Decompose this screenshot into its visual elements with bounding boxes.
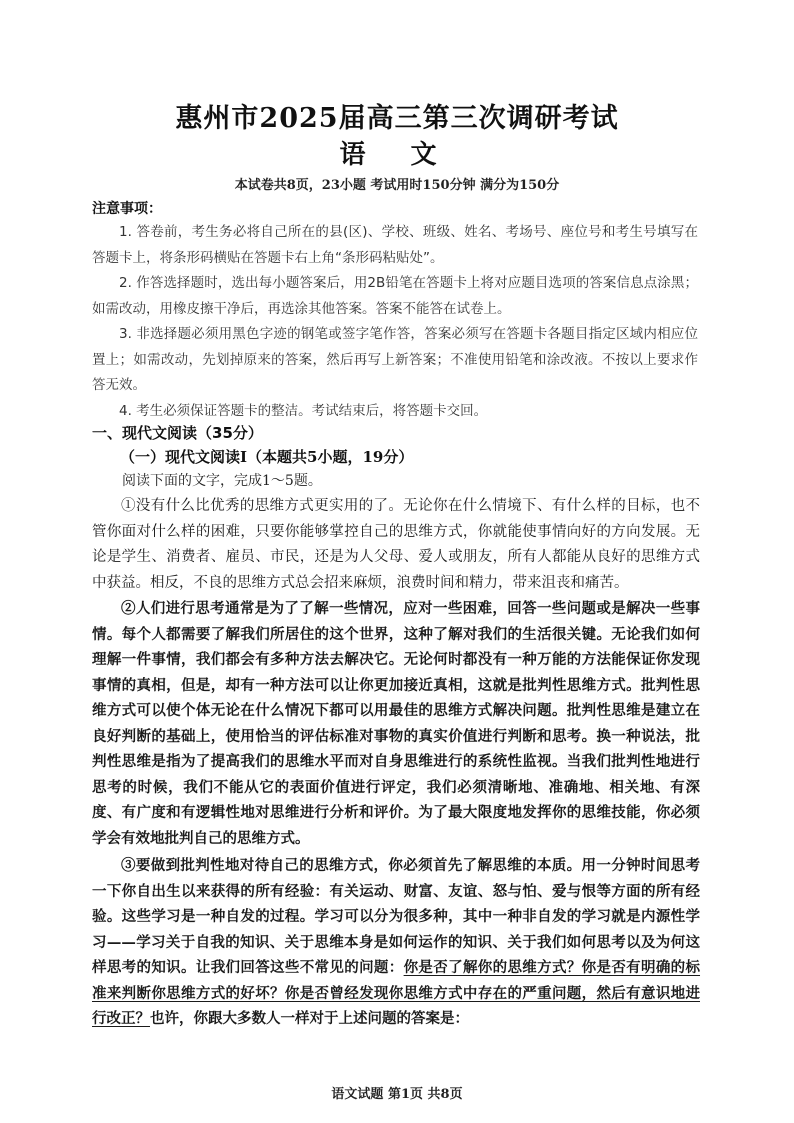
passage-paragraph-2: ②人们进行思考通常是为了了解一些情况，应对一些困难，回答一些问题或是解决一些事情。每个人都需要了解我们所居住的这个世界，这种了解对我们的生活很关键。无论我们如何理解一件事情，我们都会有多种方法去解决它。无论何时都没有一种万能的方法能保证你发现事情的真相，但是，却有一种方法可以让你更加接近真相，这就是批判性思维方式。批判性思维方式可以使个体无论在什么情况下都可以用最佳的思维方式解决问题。批判性思维是建立在良好判断的基础上，使用恰当的评估标准对事物的真实价值进行判断和思考。换一种说法，批判性思维是指为了提高我们的思维水平而对自身思维进行的系统性监视。当我们批判性地进行思考的时候，我们不能从它的表面价值进行评定，我们必须清晰地、准确地、相关地、有深度、有广度和有逻辑性地对思维进行分析和评价。为了最大限度地发挥你的思维技能，你必须学会有效地批判自己的思维方式。 — [92, 600, 700, 847]
notes-item: 1. 答卷前，考生务必将自己所在的县(区)、学校、班级、姓名、考场号、座位号和考生号填写在答题卡上，将条形码横贴在答题卡右上角“条形码粘贴处”。 — [92, 224, 698, 266]
notes-list — [92, 220, 698, 424]
passage-paragraph-1: ①没有什么比优秀的思维方式更实用的了。无论你在什么情境下、有什么样的目标，也不管你面对什么样的困难，只要你能够掌控自己的思维方式，你就能使事情向好的方向发展。无论是学生、消费者、雇员、市民，还是为人父母、爱人或朋友，所有人都能从良好的思维方式中获益。相反，不良的思维方式总会招来麻烦，浪费时间和精力，带来沮丧和痛苦。 — [92, 498, 700, 591]
notes-heading: 注意事项： — [92, 201, 162, 217]
reading-passage — [92, 494, 700, 1032]
underlined-questions: 你是否了解你的思维方式？你是否有明确的标准来判断你思维方式的好坏？你是否曾经发现你思维方式中存在的严重问题，然后有意识地进行改正？ — [92, 959, 701, 1027]
exam-title: 惠州市2025届高三第三次调研考试 — [175, 103, 619, 134]
paragraph-3-tail: 也许，你跟大多数人一样对于上述问题的答案是： — [150, 1010, 469, 1027]
passage-paragraph-3 — [92, 853, 700, 1032]
notes-item: 2. 作答选择题时，选出每小题答案后，用2B铅笔在答题卡上将对应题目选项的答案信息点涂黑；如需改动，用橡皮擦干净后，再选涂其他答案。答案不能答在试卷上。 — [92, 275, 698, 317]
notes-item: 3. 非选择题必须用黑色字迹的钢笔或签字笔作答，答案必须写在答题卡各题目指定区域内相应位置上；如需改动，先划掉原来的答案，然后再写上新答案；不准使用铅笔和涂改液。不按以上要求作答无效。 — [92, 326, 698, 393]
notes-item: 4. 考生必须保证答题卡的整洁。考试结束后，将答题卡交回。 — [119, 402, 488, 419]
paragraph-3-lead: ③要做到批判性地对待自己的思维方式，你必须首先了解思维的本质。用一分钟时间思考一下你自出生以来获得的所有经验：有关运动、财富、友谊、怒与怕、爱与恨等方面的所有经验。这些学习是一种自发的过程。学习可以分为很多种，其中一种非自发的学习就是内源性学习——学习关于自我的知识、关于思维本身是如何运作的知识、关于我们如何思考以及为何这样思考的知识。让我们回答这些不常见的问题： — [92, 857, 700, 976]
reading-instruction: 阅读下面的文字，完成1～5题。 — [122, 473, 322, 489]
exam-meta: 本试卷共8页，23小题 考试用时150分钟 满分为150分 — [234, 178, 560, 193]
page-footer: 语文试题 第1页 共8页 — [331, 1087, 463, 1102]
subject-title: 语 文 — [339, 140, 455, 170]
section-heading: 一、现代文阅读（35分） — [92, 424, 263, 442]
subsection-heading: （一）现代文阅读Ⅰ（本题共5小题，19分） — [120, 448, 414, 466]
